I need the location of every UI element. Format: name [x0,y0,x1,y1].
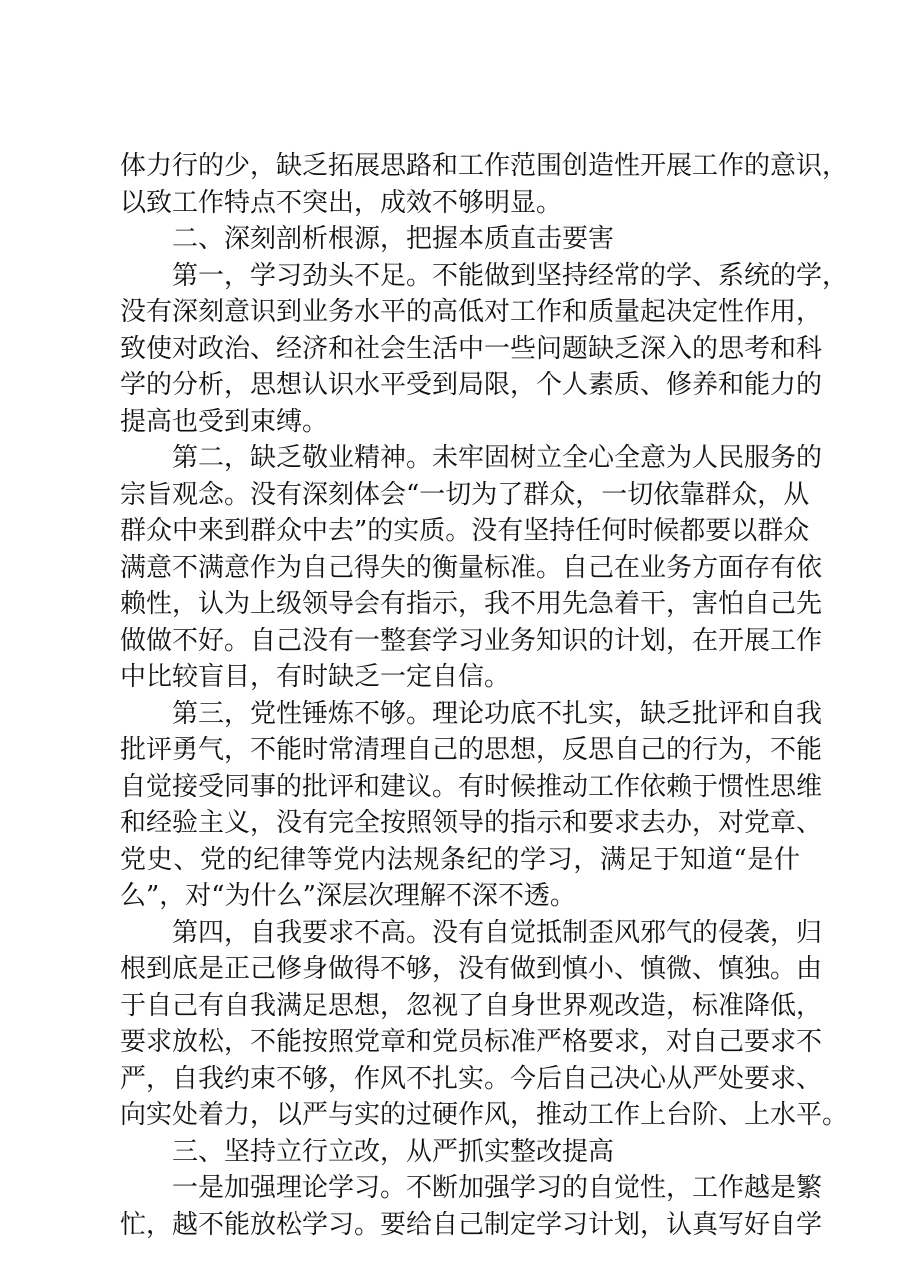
text-line: 么”，对“为什么”深层次理解不深不透。 [120,881,576,911]
text-line: 严，自我约束不够，作风不扎实。今后自己决心从严处要求、 [120,1063,823,1094]
text-line: 和经验主义，没有完全按照领导的指示和要求去办，对党章、 [120,808,823,838]
paragraph-first-line: 第二，缺乏敬业精神。未牢固树立全心全意为人民服务的 [172,443,823,473]
text-line: 致使对政治、经济和社会生活中一些问题缺乏深入的思考和科 [120,333,823,364]
text-line: 赖性，认为上级领导会有指示，我不用先急着干，害怕自己先 [120,589,823,619]
text-line: 满意不满意作为自己得失的衡量标准。自己在业务方面存有依 [120,552,823,583]
text-line: 自觉接受同事的批评和建议。有时候推动工作依赖于惯性思维 [120,771,823,802]
paragraph-first-line: 第四，自我要求不高。没有自觉抵制歪风邪气的侵袭，归 [172,917,823,948]
text-line: 群众中来到群众中去”的实质。没有坚持任何时候都要以群众 [120,516,810,546]
text-line: 向实处着力，以严与实的过硬作风，推动工作上台阶、上水平。 [120,1100,849,1130]
section-heading: 二、深刻剖析根源，把握本质直击要害 [172,224,615,254]
paragraph-first-line: 一是加强理论学习。不断加强学习的自觉性，工作越是繁 [172,1173,823,1203]
text-line: 以致工作特点不突出，成效不够明显。 [120,187,563,218]
text-line: 做做不好。自己没有一整套学习业务知识的计划，在开展工作 [120,625,823,656]
text-line: 学的分析，思想认识水平受到局限，个人素质、修养和能力的 [120,370,823,400]
text-line: 宗旨观念。没有深刻体会“一切为了群众，一切依靠群众，从 [120,479,810,510]
text-line: 党史、党的纪律等党内法规条纪的学习，满足于知道“是什 [120,844,800,875]
text-line: 批评勇气，不能时常清理自己的思想，反思自己的行为，不能 [120,735,823,765]
section-heading: 三、坚持立行立改，从严抓实整改提高 [172,1136,615,1167]
paragraph-first-line: 第三，党性锤炼不够。理论功底不扎实，缺乏批评和自我 [172,698,823,729]
document-body [120,148,849,1243]
text-line: 中比较盲目，有时缺乏一定自信。 [120,662,511,692]
text-line: 要求放松，不能按照党章和党员标准严格要求，对自己要求不 [120,1027,823,1057]
text-line: 没有深刻意识到业务水平的高低对工作和质量起决定性作用， [120,297,823,327]
text-line: 忙，越不能放松学习。要给自己制定学习计划，认真写好自学 [120,1209,823,1240]
text-line: 体力行的少，缺乏拓展思路和工作范围创造性开展工作的意识， [120,151,849,181]
paragraph-first-line: 第一，学习劲头不足。不能做到坚持经常的学、系统的学， [172,260,849,291]
text-line: 根到底是正己修身做得不够，没有做到慎小、慎微、慎独。由 [120,954,823,984]
text-line: 提高也受到束缚。 [120,406,329,437]
text-line: 于自己有自我满足思想，忽视了自身世界观改造，标准降低， [120,990,823,1021]
